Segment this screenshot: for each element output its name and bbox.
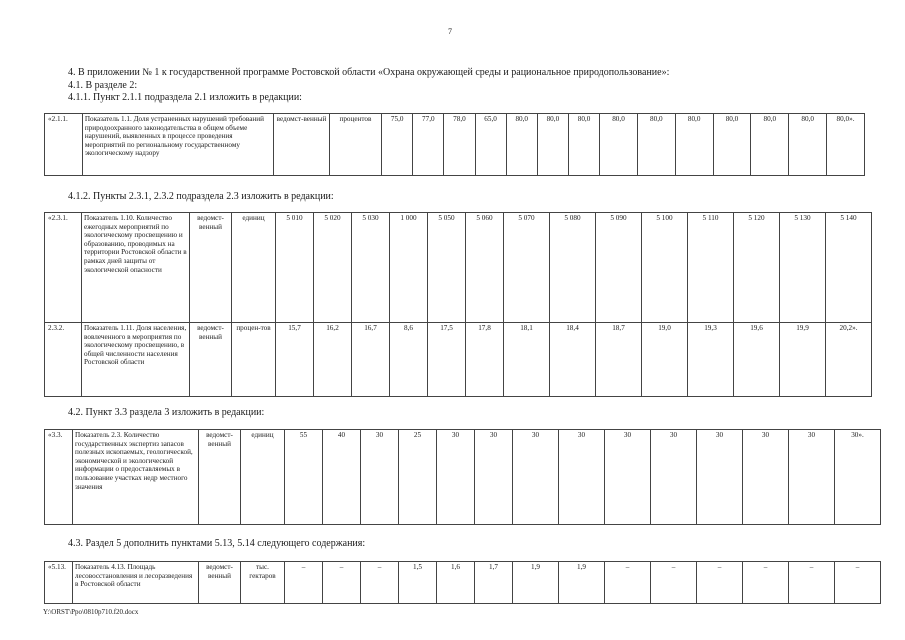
indicator-type-cell: ведомст-венный (199, 430, 241, 525)
value-cell: 1,7 (475, 562, 513, 604)
table-indicators-2-3 (44, 212, 872, 397)
unit-cell: тыс. гектаров (241, 562, 285, 604)
value-cell: 5 130 (780, 213, 826, 323)
value-cell: 5 080 (550, 213, 596, 323)
value-cell: 18,7 (596, 323, 642, 397)
value-cell: – (323, 562, 361, 604)
value-cell: 65,0 (475, 114, 506, 176)
value-cell: 80,0 (568, 114, 599, 176)
value-cell: 80,0 (506, 114, 537, 176)
row-number-cell: «3.3. (45, 430, 73, 525)
row-number-cell: «2.3.1. (45, 213, 82, 323)
value-cell: 75,0 (382, 114, 413, 176)
value-cell: 5 140 (826, 213, 872, 323)
value-cell: 80,0». (827, 114, 865, 176)
value-cell: 19,0 (642, 323, 688, 397)
value-cell: 18,4 (550, 323, 596, 397)
value-cell: – (789, 562, 835, 604)
table-row (45, 323, 872, 397)
value-cell: 30 (743, 430, 789, 525)
value-cell: 20,2». (826, 323, 872, 397)
value-cell: 5 110 (688, 213, 734, 323)
row-number-cell: «2.1.1. (45, 114, 83, 176)
row-number-cell: 2.3.2. (45, 323, 82, 397)
table-row (45, 213, 872, 323)
indicator-name-cell: Показатель 1.11. Доля населения, вовлеченного в мероприятия по экологическому просвещению, в общей численности населения Ростовской области (82, 323, 190, 397)
value-cell: 30 (437, 430, 475, 525)
value-cell: – (605, 562, 651, 604)
unit-cell: единиц (241, 430, 285, 525)
value-cell: 5 050 (428, 213, 466, 323)
value-cell: 30 (605, 430, 651, 525)
value-cell: 16,7 (352, 323, 390, 397)
value-cell: 80,0 (537, 114, 568, 176)
value-cell: 25 (399, 430, 437, 525)
table-row (45, 562, 881, 604)
value-cell: 80,0 (789, 114, 827, 176)
value-cell: 30 (361, 430, 399, 525)
value-cell: 19,6 (734, 323, 780, 397)
value-cell: – (835, 562, 881, 604)
value-cell: – (361, 562, 399, 604)
value-cell: 17,8 (466, 323, 504, 397)
value-cell: 5 100 (642, 213, 688, 323)
indicator-type-cell: ведомст-венный (199, 562, 241, 604)
value-cell: 80,0 (751, 114, 789, 176)
value-cell: 80,0 (713, 114, 751, 176)
paragraph-item-2-1-1: 4.1.1. Пункт 2.1.1 подраздела 2.1 изложить в редакции: (68, 92, 302, 103)
value-cell: 1,5 (399, 562, 437, 604)
value-cell: 17,5 (428, 323, 466, 397)
paragraph-item-3-3: 4.2. Пункт 3.3 раздела 3 изложить в редакции: (68, 407, 265, 418)
value-cell: 40 (323, 430, 361, 525)
value-cell: 8,6 (390, 323, 428, 397)
value-cell: 77,0 (413, 114, 444, 176)
value-cell: 30 (513, 430, 559, 525)
value-cell: 55 (285, 430, 323, 525)
paragraph-section-5: 4.3. Раздел 5 дополнить пунктами 5.13, 5.14 следующего содержания: (68, 538, 366, 549)
paragraph-items-2-3: 4.1.2. Пункты 2.3.1, 2.3.2 подраздела 2.3 изложить в редакции: (68, 191, 334, 202)
value-cell: 80,0 (637, 114, 675, 176)
indicator-name-cell: Показатель 2.3. Количество государственных экспертиз запасов полезных ископаемых, геологической, экономической и экологической информации о предоставляемых в пользование участках недр местного значения (73, 430, 199, 525)
row-number-cell: «5.13. (45, 562, 73, 604)
indicator-type-cell: ведомст-венный (190, 213, 232, 323)
value-cell: 5 060 (466, 213, 504, 323)
unit-cell: единиц (232, 213, 276, 323)
indicator-type-cell: ведомст-венный (274, 114, 330, 176)
file-path-footer: Y:\ORST\Ppo\0810p710.f20.docx (43, 608, 139, 616)
table-indicator-3-3 (44, 429, 881, 525)
value-cell: 30 (697, 430, 743, 525)
table-indicator-5-13 (44, 561, 881, 604)
value-cell: 15,7 (276, 323, 314, 397)
value-cell: 80,0 (675, 114, 713, 176)
value-cell: 19,3 (688, 323, 734, 397)
indicator-name-cell: Показатель 1.10. Количество ежегодных мероприятий по экологическому просвещению и образованию, проводимых на территории Ростовской области в рамках дней защиты от экологической опасности (82, 213, 190, 323)
value-cell: 18,1 (504, 323, 550, 397)
value-cell: 5 090 (596, 213, 642, 323)
indicator-name-cell: Показатель 4.13. Площадь лесовосстановления и лесоразведения в Ростовской области (73, 562, 199, 604)
value-cell: 1 000 (390, 213, 428, 323)
table-indicator-2-1-1 (44, 113, 865, 176)
value-cell: 16,2 (314, 323, 352, 397)
value-cell: 1,9 (559, 562, 605, 604)
value-cell: 30 (559, 430, 605, 525)
value-cell: 5 070 (504, 213, 550, 323)
value-cell: 30 (475, 430, 513, 525)
value-cell: 1,9 (513, 562, 559, 604)
value-cell: 5 010 (276, 213, 314, 323)
paragraph-section-2: 4.1. В разделе 2: (68, 80, 138, 91)
value-cell: 19,9 (780, 323, 826, 397)
value-cell: 30 (651, 430, 697, 525)
value-cell: 30 (789, 430, 835, 525)
page-number: 7 (448, 27, 452, 36)
paragraph-intro: 4. В приложении № 1 к государственной программе Ростовской области «Охрана окружающей среды и рациональное природопользование»: (68, 67, 670, 78)
table-row (45, 114, 865, 176)
value-cell: 1,6 (437, 562, 475, 604)
value-cell: 30». (835, 430, 881, 525)
value-cell: – (743, 562, 789, 604)
unit-cell: процен-тов (232, 323, 276, 397)
value-cell: 78,0 (444, 114, 475, 176)
value-cell: – (651, 562, 697, 604)
value-cell: 5 020 (314, 213, 352, 323)
indicator-name-cell: Показатель 1.1. Доля устраненных нарушений требований природоохранного законодательства в общем объеме нарушений, выявленных в процессе проведения мероприятий по региональному государственному экологическому надзору (82, 114, 273, 176)
value-cell: 80,0 (600, 114, 638, 176)
value-cell: – (697, 562, 743, 604)
value-cell: – (285, 562, 323, 604)
indicator-type-cell: ведомст-венный (190, 323, 232, 397)
unit-cell: процентов (329, 114, 381, 176)
value-cell: 5 120 (734, 213, 780, 323)
table-row (45, 430, 881, 525)
value-cell: 5 030 (352, 213, 390, 323)
